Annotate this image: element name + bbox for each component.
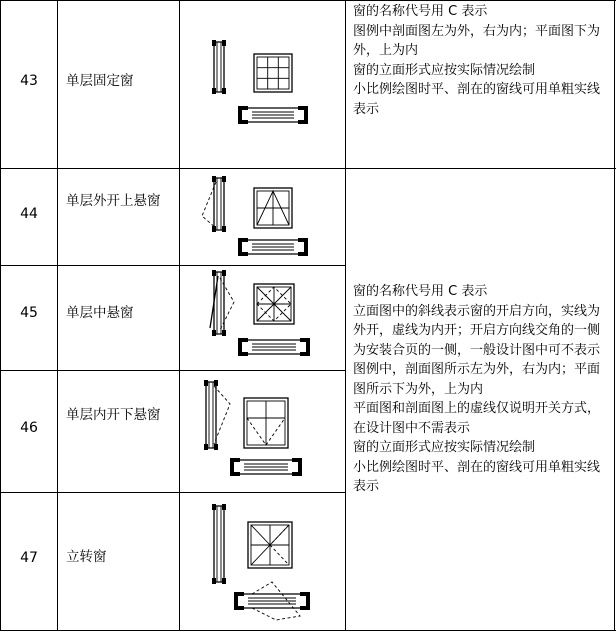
description-line: 小比例绘图时平、剖在的窗线可用单粗实线表示: [353, 82, 601, 117]
description-bottom: [353, 282, 611, 497]
description-line: 窗的名称代号用 C 表示: [353, 4, 488, 19]
description-top: [353, 2, 611, 119]
row-divider: [0, 265, 345, 266]
window-type-name: 单层固定窗: [66, 73, 134, 89]
row-divider: [0, 168, 616, 169]
window-type-name: 单层内开下悬窗: [66, 407, 161, 423]
top-hung-window-icon: [180, 172, 344, 262]
description-line: 平面图和剖面图上的虚线仅说明开关方式，在设计图中不需表示: [353, 401, 601, 436]
description-line: 图例中剖面图左为外，右为内；平面图下为外，上为内: [353, 23, 601, 58]
row-number: 46: [20, 420, 38, 436]
single-fixed-window-icon: [180, 30, 344, 130]
column-divider: [57, 0, 58, 631]
window-type-name: 单层外开上悬窗: [66, 193, 161, 209]
row-number: 43: [20, 73, 38, 89]
row-number: 44: [20, 206, 38, 222]
description-line: 窗的立面形式应按实际情况绘制: [353, 440, 536, 455]
description-line: 窗的立面形式应按实际情况绘制: [353, 62, 536, 78]
vertical-pivot-window-icon: [180, 500, 344, 626]
center-pivot-window-icon: [180, 268, 344, 368]
description-line: 立面图中的斜线表示窗的开启方向，实线为外开，虚线为内开；开启方向线交角的一侧为安装合页的一侧，一般设计图中可不表示: [353, 303, 601, 358]
row-divider: [0, 0, 616, 1]
column-divider: [0, 0, 1, 631]
window-type-name: 立转窗: [66, 549, 107, 565]
row-divider: [0, 492, 345, 493]
column-divider: [614, 0, 615, 631]
row-number: 45: [20, 305, 38, 321]
column-divider: [345, 0, 346, 631]
row-divider: [0, 630, 616, 631]
row-number: 47: [20, 550, 38, 566]
window-type-name: 单层中悬窗: [66, 305, 134, 321]
description-line: 窗的名称代号用 C 表示: [353, 284, 488, 299]
description-line: 小比例绘图时平、剖在的窗线可用单粗实线表示: [353, 459, 601, 494]
bottom-hung-window-icon: [180, 374, 344, 488]
row-divider: [0, 370, 345, 371]
description-line: 图例中，剖面图所示左为外，右为内；平面图所示下为外，上为内: [353, 362, 601, 397]
